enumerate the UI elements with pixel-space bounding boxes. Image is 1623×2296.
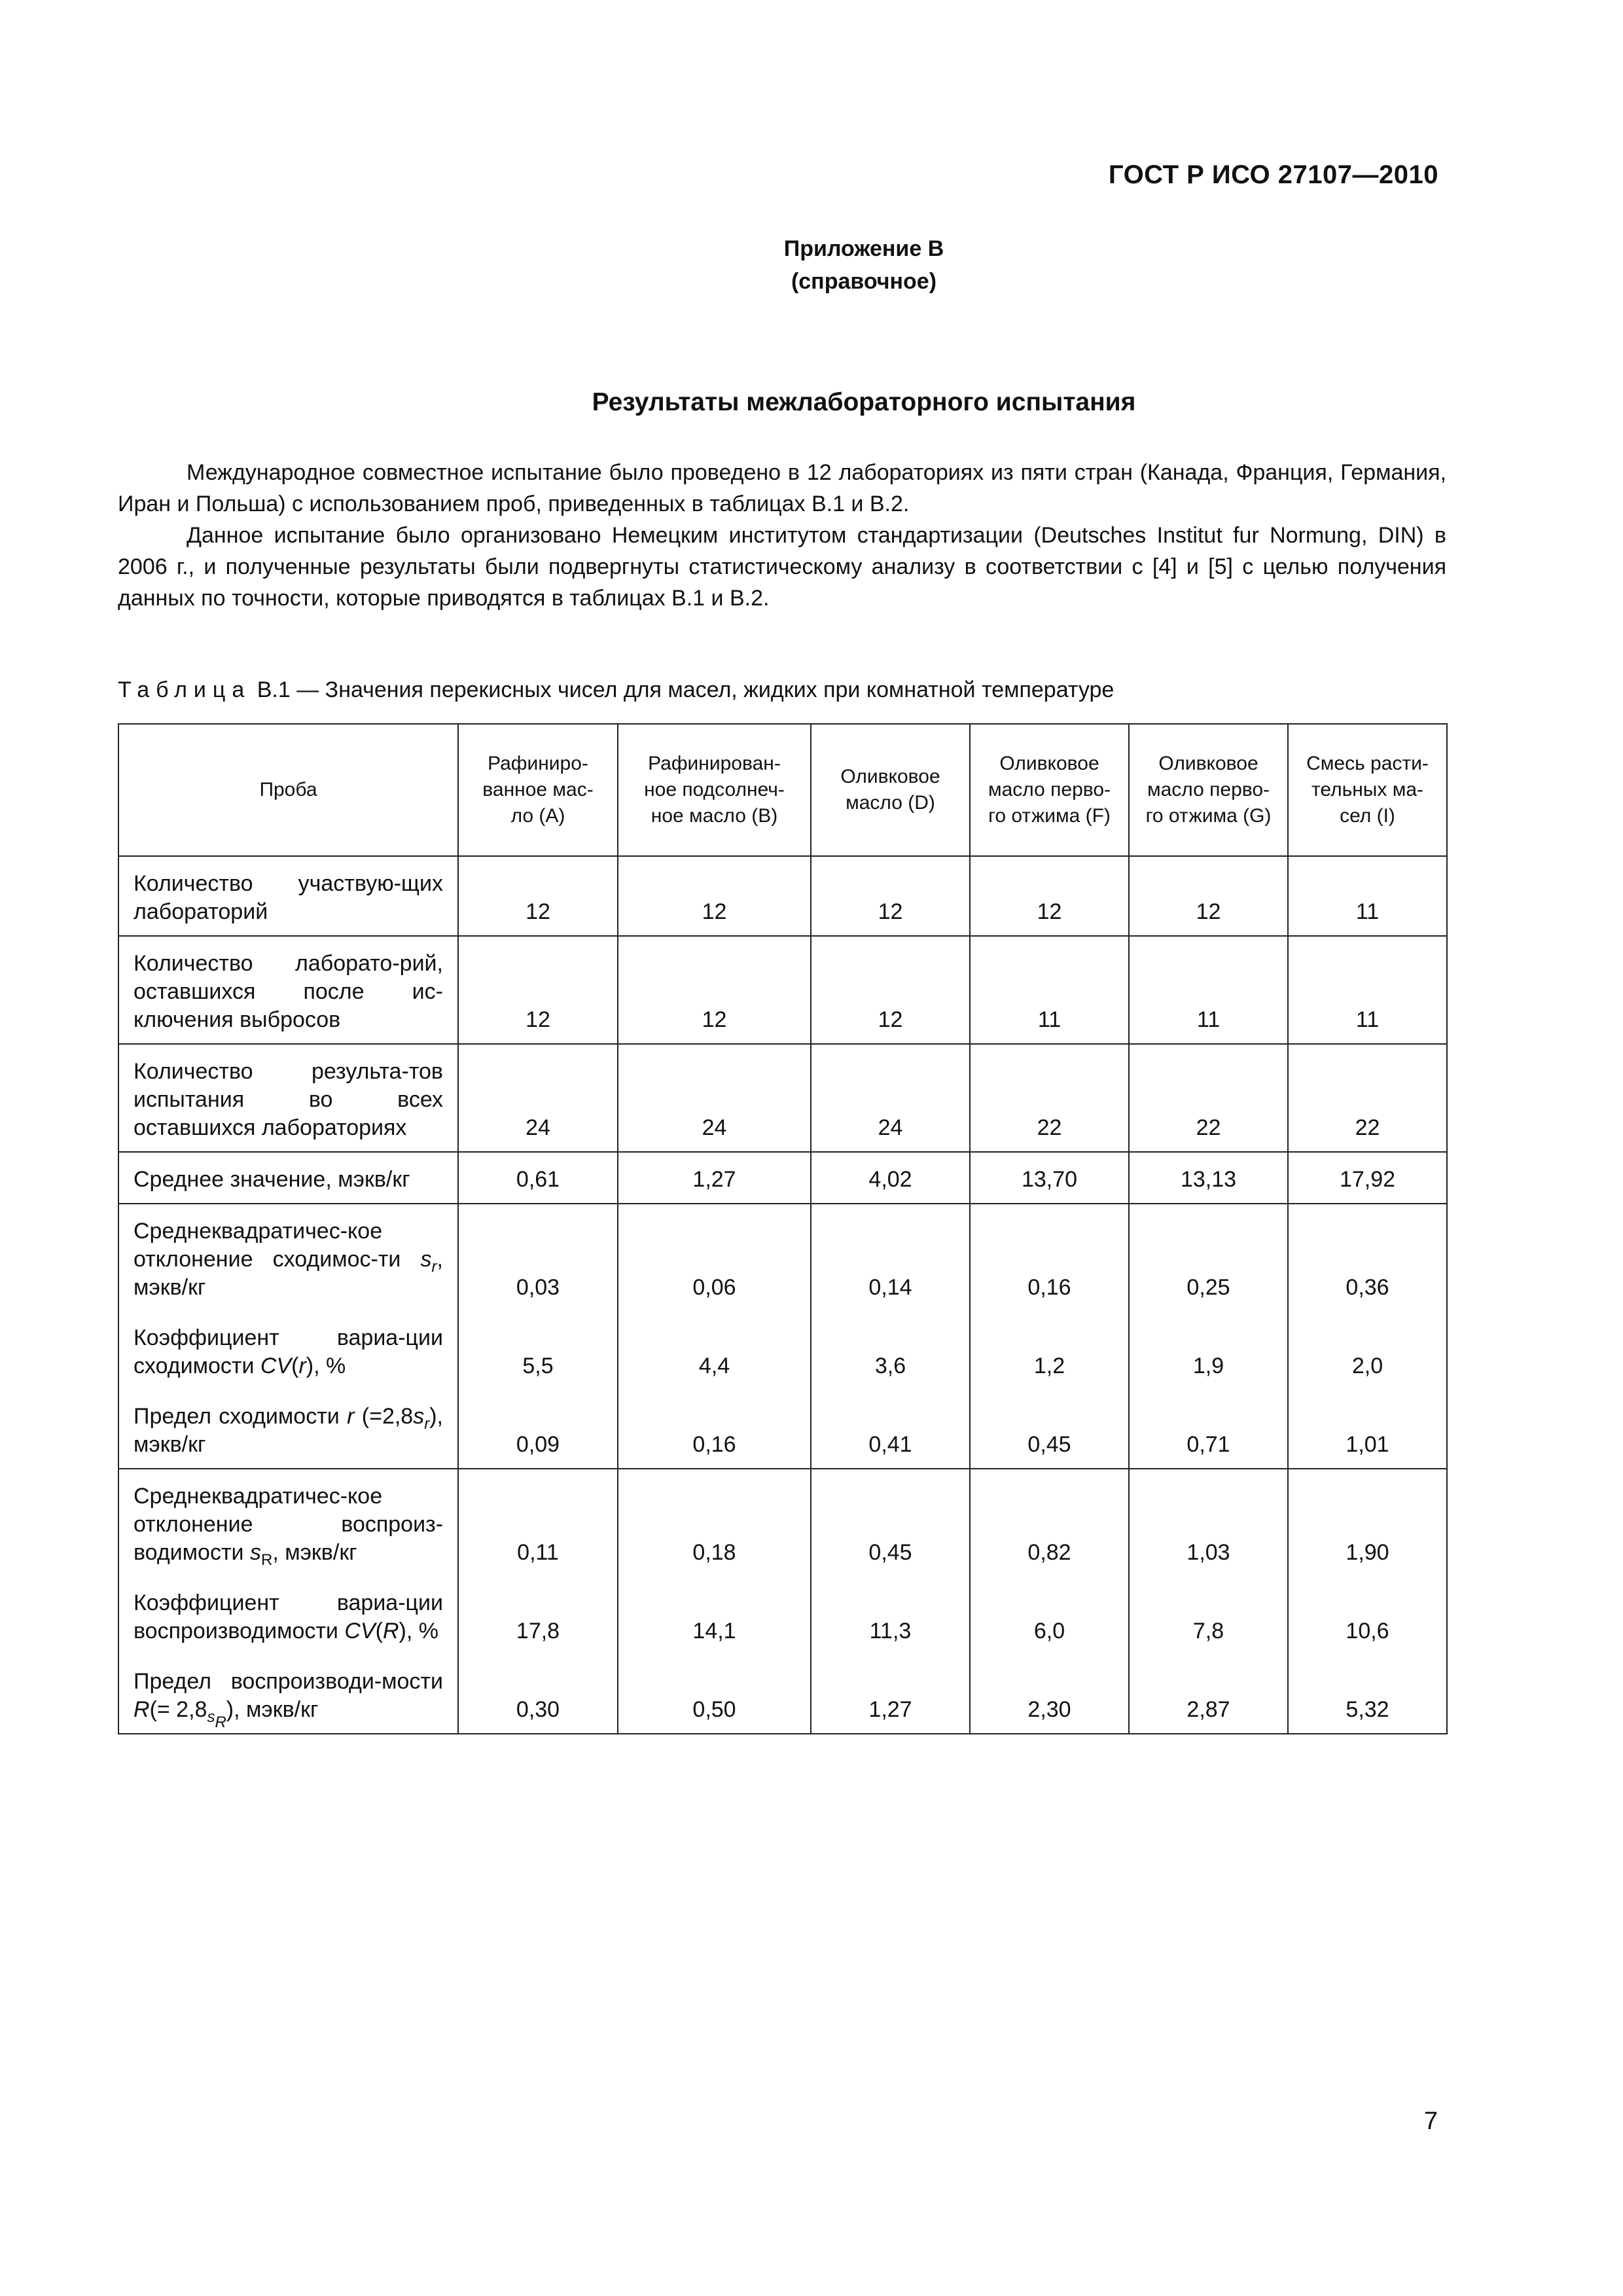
value-cell: [970, 856, 1129, 936]
appendix-title: Приложение В: [783, 236, 944, 261]
cell-value: 0,06: [692, 1275, 736, 1300]
value-cell: [970, 1204, 1129, 1469]
value-cell: [970, 1469, 1129, 1734]
cell-value: 2,87: [1186, 1697, 1230, 1722]
value-cell: [618, 1044, 811, 1152]
value-cell: [1129, 1044, 1288, 1152]
value-cell: [1129, 936, 1288, 1044]
cell-value: 7,8: [1192, 1619, 1224, 1643]
row-label-cell: [118, 856, 458, 936]
table-row: [118, 936, 1447, 1044]
cell-value: 13,13: [1180, 1167, 1237, 1192]
cell-value: 4,4: [698, 1354, 730, 1378]
cell-value: 0,61: [516, 1167, 560, 1192]
row-label-cell: [118, 1044, 458, 1152]
row-label: Предел воспроизводи-мости $R(= 2,8_{s_R})$, мэкв/кг: [134, 1669, 443, 1731]
row-label: Количество участвую-щих лабораторий: [134, 871, 443, 924]
value-cell: [970, 1152, 1129, 1204]
row-label: Коэффициент вариа-ции воспроизводимости CV(R), %: [134, 1590, 443, 1643]
row-label: Предел сходимости r $(=2,8s_r)$, мэкв/кг: [134, 1404, 443, 1457]
row-label: Среднее значение, мэкв/кг: [134, 1167, 410, 1192]
value-cell: [458, 936, 618, 1044]
table-header-row: [118, 724, 1447, 856]
cell-value: 14,1: [692, 1619, 736, 1643]
header-column: Оливковое масло (D): [811, 724, 970, 856]
cell-value: 0,03: [516, 1275, 560, 1300]
value-cell: [1288, 936, 1447, 1044]
value-cell: [618, 1469, 811, 1734]
cell-value: 11: [1355, 899, 1380, 924]
value-cell: [618, 1152, 811, 1204]
header-column: Смесь расти- тельных ма- сел (I): [1288, 724, 1447, 856]
row-label: Коэффициент вариа-ции сходимости CV(r), %: [134, 1325, 443, 1378]
value-cell: [811, 1152, 970, 1204]
header-column: Рафинирован- ное подсолнеч- ное масло (В): [618, 724, 811, 856]
cell-value: 0,41: [868, 1432, 912, 1457]
cell-value: 10,6: [1346, 1619, 1389, 1643]
value-cell: [458, 1204, 618, 1469]
page-number: 7: [1423, 2108, 1438, 2135]
value-cell: [1129, 1469, 1288, 1734]
value-cell: [811, 1204, 970, 1469]
paragraph: Данное испытание было организовано Немецким институтом стандартизации (Deutsches Institut fur Normung, DIN) в 2006 г., и полученные результаты были подвергнуты статистическому анализу в соответствии с [4] и [5] с целью получения данных по точности, которые приводятся в таблицах В.1 и В.2.: [118, 523, 1446, 611]
cell-value: 0,45: [1027, 1432, 1071, 1457]
value-cell: [1288, 1152, 1447, 1204]
cell-value: 1,90: [1346, 1540, 1389, 1565]
cell-value: 17,8: [516, 1619, 560, 1643]
cell-value: 24: [526, 1115, 550, 1140]
body-text: [118, 457, 1446, 614]
value-cell: [1129, 1152, 1288, 1204]
cell-value: 12: [878, 899, 903, 924]
value-cell: [1129, 1204, 1288, 1469]
peroxide-values-table: [118, 723, 1448, 1734]
cell-value: 2,0: [1351, 1354, 1383, 1378]
cell-value: 1,27: [692, 1167, 736, 1192]
value-cell: [1129, 856, 1288, 936]
cell-value: 0,11: [517, 1540, 559, 1565]
cell-value: 24: [702, 1115, 727, 1140]
table-row: [118, 856, 1447, 936]
value-cell: [618, 936, 811, 1044]
row-label-cell: [118, 1469, 458, 1734]
cell-value: 6,0: [1033, 1619, 1065, 1643]
cell-value: 2,30: [1027, 1697, 1071, 1722]
cell-value: 0,82: [1027, 1540, 1071, 1565]
table-row-group: [118, 1469, 1447, 1734]
cell-value: 0,30: [516, 1697, 560, 1722]
cell-value: 0,25: [1186, 1275, 1230, 1300]
cell-value: 0,16: [692, 1432, 736, 1457]
cell-value: 4,02: [868, 1167, 912, 1192]
cell-value: 11,3: [869, 1619, 912, 1643]
cell-value: 1,9: [1192, 1354, 1224, 1378]
cell-value: 0,16: [1027, 1275, 1071, 1300]
row-label: Среднеквадратичес-кое отклонение воспроиз-водимости $s_R$, мэкв/кг: [134, 1484, 443, 1569]
cell-value: 0,14: [868, 1275, 912, 1300]
cell-value: 13,70: [1021, 1167, 1078, 1192]
table-caption-word: Таблица: [118, 677, 251, 702]
value-cell: [970, 936, 1129, 1044]
section-title-wrap: [0, 388, 1623, 417]
header-column: Оливковое масло перво- го отжима (G): [1129, 724, 1288, 856]
table-caption: [118, 677, 1114, 703]
cell-value: 12: [702, 899, 727, 924]
cell-value: 22: [1037, 1115, 1062, 1140]
section-title: Результаты межлабораторного испытания: [592, 388, 1136, 416]
cell-value: 0,45: [868, 1540, 912, 1565]
row-label: Среднеквадратичес-кое отклонение сходимос-ти $s_r$, мэкв/кг: [134, 1219, 443, 1300]
cell-value: 12: [1037, 899, 1062, 924]
table-row: [118, 1044, 1447, 1152]
value-cell: [458, 1469, 618, 1734]
document-code: ГОСТ Р ИСО 27107—2010: [1108, 160, 1438, 189]
cell-value: 11: [1037, 1007, 1061, 1032]
cell-value: 0,50: [692, 1697, 736, 1722]
header-column: Оливковое масло перво- го отжима (F): [970, 724, 1129, 856]
cell-value: 12: [526, 1007, 550, 1032]
value-cell: [1288, 856, 1447, 936]
cell-value: 22: [1196, 1115, 1221, 1140]
cell-value: 1,2: [1033, 1354, 1065, 1378]
value-cell: [458, 856, 618, 936]
cell-value: 1,03: [1186, 1540, 1230, 1565]
value-cell: [1288, 1204, 1447, 1469]
value-cell: [811, 936, 970, 1044]
row-label-cell: [118, 1204, 458, 1469]
cell-value: 17,92: [1339, 1167, 1396, 1192]
cell-value: 12: [1196, 899, 1221, 924]
paragraph: Международное совместное испытание было проведено в 12 лабораториях из пяти стран (Канада, Франция, Германия, Иран и Польша) с использованием проб, приведенных в таблицах В.1 и В.2.: [118, 460, 1446, 516]
row-label: Количество лаборато-рий, оставшихся после ис-ключения выбросов: [134, 951, 443, 1032]
table-row: [118, 1152, 1447, 1204]
cell-value: 3,6: [874, 1354, 906, 1378]
value-cell: [811, 1044, 970, 1152]
cell-value: 5,5: [522, 1354, 554, 1378]
value-cell: [1288, 1469, 1447, 1734]
cell-value: 12: [702, 1007, 727, 1032]
cell-value: 0,09: [516, 1432, 560, 1457]
cell-value: 0,18: [692, 1540, 736, 1565]
table-caption-text: В.1 — Значения перекисных чисел для масел, жидких при комнатной температуре: [251, 677, 1115, 702]
value-cell: [618, 856, 811, 936]
value-cell: [811, 1469, 970, 1734]
appendix-heading: [0, 232, 1623, 298]
cell-value: 22: [1355, 1115, 1380, 1140]
value-cell: [618, 1204, 811, 1469]
cell-value: 11: [1196, 1007, 1221, 1032]
cell-value: 24: [878, 1115, 903, 1140]
value-cell: [811, 856, 970, 936]
row-label-cell: [118, 936, 458, 1044]
row-label-cell: [118, 1152, 458, 1204]
cell-value: 1,27: [868, 1697, 912, 1722]
value-cell: [458, 1152, 618, 1204]
header-column: Рафиниро- ванное мас- ло (А): [458, 724, 618, 856]
appendix-subtitle: (справочное): [791, 269, 937, 294]
table-row-group: [118, 1204, 1447, 1469]
value-cell: [970, 1044, 1129, 1152]
cell-value: 5,32: [1346, 1697, 1389, 1722]
value-cell: [1288, 1044, 1447, 1152]
value-cell: [458, 1044, 618, 1152]
cell-value: 0,71: [1186, 1432, 1230, 1457]
cell-value: 1,01: [1346, 1432, 1389, 1457]
cell-value: 11: [1355, 1007, 1380, 1032]
cell-value: 12: [526, 899, 550, 924]
header-sample: Проба: [118, 724, 458, 856]
cell-value: 12: [878, 1007, 903, 1032]
cell-value: 0,36: [1346, 1275, 1389, 1300]
row-label: Количество результа-тов испытания во всех оставшихся лабораториях: [134, 1059, 443, 1140]
